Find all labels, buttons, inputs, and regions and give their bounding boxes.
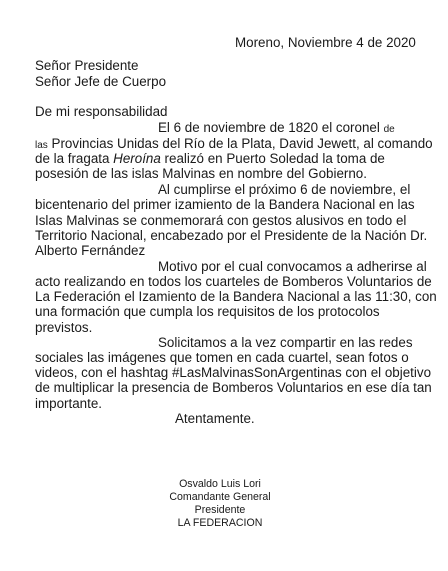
paragraph-1-line-1 [158, 120, 395, 137]
addressee-president: Señor Presidente [35, 58, 139, 73]
paragraph-4-line-2: sociales las imágenes que tomen en cada cuartel, sean fotos o [35, 350, 409, 365]
paragraph-4-line-3: videos, con el hashtag #LasMalvinasSonArgentinas con el objetivo [35, 365, 432, 380]
paragraph-3-line-2: acto realizando en todos los cuarteles de Bomberos Voluntarios de [35, 274, 432, 289]
paragraph-1-line-3-a: de la fragata [35, 151, 114, 166]
paragraph-2-line-5: Alberto Fernández [35, 243, 146, 258]
paragraph-3-line-3: La Federación el Izamiento de la Bandera Nacional a las 11:30, con [35, 289, 437, 304]
paragraph-1-line-3-b: realizó en Puerto Soledad la toma de [160, 151, 385, 166]
paragraph-3-line-1: Motivo por el cual convocamos a adherirse al [158, 259, 427, 274]
paragraph-4-line-1: Solicitamos a la vez compartir en las redes [158, 335, 413, 350]
signature-name: Osvaldo Luis Lori [179, 478, 261, 490]
paragraph-1-line-2-text: Provincias Unidas del Río de la Plata, David Jewett, al comando [51, 136, 433, 151]
closing: Atentamente. [175, 411, 255, 426]
paragraph-2-line-2: bicentenario del primer izamiento de la Bandera Nacional en las [35, 197, 415, 212]
signature-role: Presidente [194, 504, 246, 516]
paragraph-1-line-3 [35, 151, 385, 166]
paragraph-4-line-4: de multiplicar la presencia de Bomberos Voluntarios en ese día tan [35, 380, 432, 395]
paragraph-2-line-1: Al cumplirse el próximo 6 de noviembre, el [158, 182, 411, 197]
date-line: Moreno, Noviembre 4 de 2020 [235, 35, 416, 50]
paragraph-1-line-1-text: El 6 de noviembre de 1820 el coronel [158, 120, 380, 135]
subject-line: De mi responsabilidad [35, 104, 168, 119]
signature-title: Comandante General [169, 491, 271, 503]
paragraph-3-line-4: una formación que cumpla los requisitos de los protocolos [35, 304, 380, 319]
paragraph-3-line-5: previstos. [35, 320, 93, 335]
paragraph-4-line-5: importante. [35, 396, 102, 411]
paragraph-1-line-4: posesión de las islas Malvinas en nombre del Gobierno. [35, 166, 367, 181]
paragraph-2-line-4: Territorio Nacional, encabezado por el Presidente de la Nación Dr. [35, 228, 428, 243]
addressee-chief: Señor Jefe de Cuerpo [35, 74, 167, 89]
paragraph-1-line-1-small: de [383, 124, 395, 135]
signature-organization: LA FEDERACION [177, 517, 263, 529]
paragraph-2-line-3: Islas Malvinas se conmemorará con gestos alusivos en todo el [35, 213, 407, 228]
ship-name: Heroína [113, 151, 161, 166]
paragraph-1-line-2-small: las [35, 140, 48, 151]
